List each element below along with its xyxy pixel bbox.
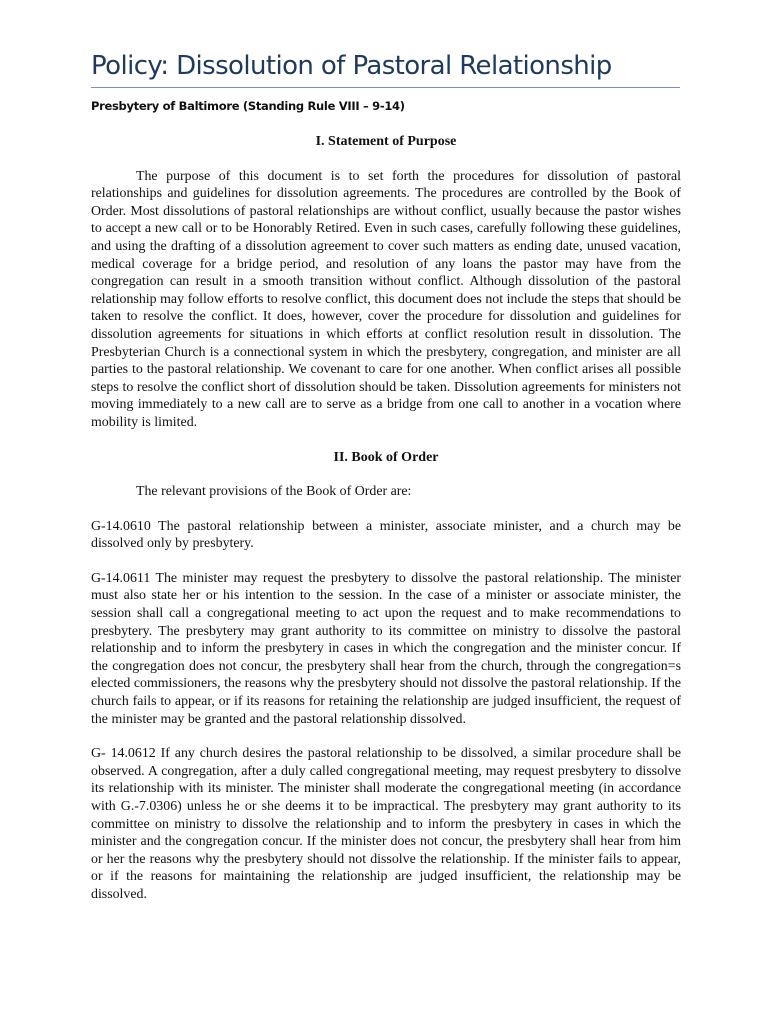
book-of-order-intro: The relevant provisions of the Book of Order are:	[136, 484, 412, 500]
provision-g-14-0611: G-14.0611 The minister may request the presbytery to dissolve the pastoral relationship. The minister must also state her or his intention to the session. In the case of a minister or associate minister, the session shall call a congregational meeting to act upon the request and to make recommendations to presbytery. The presbytery may grant authority to its committee on ministry to dissolve the pastoral relationship and to inform the presbytery in cases in which the congregation and the minister concur. If the congregation does not concur, the presbytery shall hear from the church, through the congregation=s elected commissioners, the reasons why the presbytery should not dissolve the pastoral relationship. If the church fails to appear, or if its reasons for retaining the relationship are judged insufficient, the request of the minister may be granted and the pastoral relationship dissolved.	[91, 570, 681, 727]
provision-g-14-0610: G-14.0610 The pastoral relationship between a minister, associate minister, and a church may be dissolved only by presbytery.	[91, 518, 681, 552]
section-heading-book-of-order: II. Book of Order	[333, 449, 439, 465]
section-heading-purpose: I. Statement of Purpose	[315, 134, 457, 149]
title-divider	[91, 87, 680, 88]
provision-g-14-0612: G- 14.0612 If any church desires the pastoral relationship to be dissolved, a similar procedure shall be observed. A congregation, after a duly called congregational meeting, may request presbytery to dissolve its relationship with its minister. The minister shall moderate the congregational meeting (in accordance with G.-7.0306) unless he or she deems it to be impractical. The presbytery may grant authority to its committee on ministry to dissolve the relationship and to inform the presbytery in cases in which the minister and the congregation concur. If the minister does not concur, the presbytery shall hear from him or her the reasons why the presbytery should not dissolve the relationship. If the minister fails to appear, or if the reasons for maintaining the relationship are judged insufficient, the relationship may be dissolved.	[91, 746, 681, 902]
document-subtitle: Presbytery of Baltimore (Standing Rule VIII – 9-14)	[91, 99, 405, 113]
page-title: Policy: Dissolution of Pastoral Relationship	[91, 51, 612, 81]
purpose-paragraph: The purpose of this document is to set forth the procedures for dissolution of pastoral relationships and guidelines for dissolution agreements. The procedures are controlled by the Book of Order. Most dissolutions of pastoral relationships are without conflict, usually because the pastor wishes to accept a new call or to be Honorably Retired. Even in such cases, carefully following these guidelines, and using the drafting of a dissolution agreement to cover such matters as ending date, unused vacation, medical coverage for a bridge period, and resolution of any loans the pastor may have from the congregation can result in a smooth transition without conflict. Although dissolution of the pastoral relationship may follow efforts to resolve conflict, this document does not include the steps that should be taken to resolve the conflict. It does, however, cover the procedure for dissolution and guidelines for dissolution agreements for situations in which efforts at conflict resolution result in dissolution. The Presbyterian Church is a connectional system in which the presbytery, congregation, and minister are all parties to the pastoral relationship. We covenant to care for one another. When conflict arises all possible steps to resolve the conflict short of dissolution should be taken. Dissolution agreements for ministers not moving immediately to a new call are to serve as a bridge from one call to another in a vocation where mobility is limited.	[91, 168, 681, 430]
document-body	[91, 133, 681, 904]
